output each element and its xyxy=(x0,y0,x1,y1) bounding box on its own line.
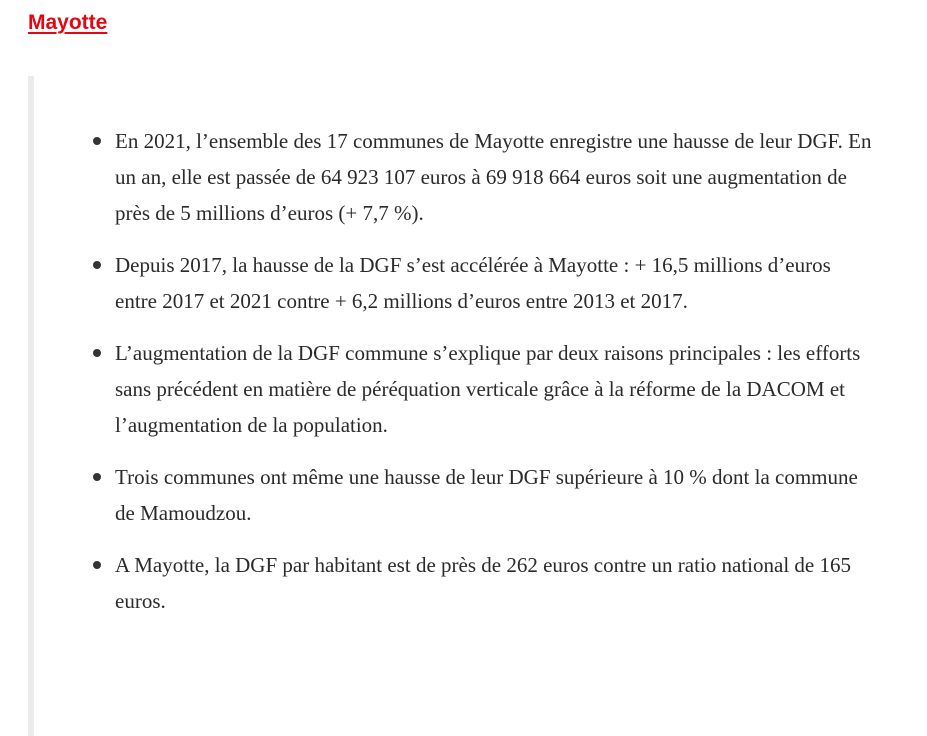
list-item xyxy=(115,547,875,619)
list-item-text: L’augmentation de la DGF commune s’explique par deux raisons principales : les efforts sans précédent en matière de péréquation verticale grâce à la réforme de la DACOM et l’augmentation de la population. xyxy=(115,341,861,437)
bullet-icon xyxy=(93,561,101,569)
blockquote xyxy=(28,76,908,736)
bullet-list xyxy=(115,123,875,635)
bullet-icon xyxy=(93,473,101,481)
list-item xyxy=(115,247,875,319)
list-item-text: A Mayotte, la DGF par habitant est de près de 262 euros contre un ratio national de 165 euros. xyxy=(115,553,851,613)
list-item xyxy=(115,123,875,231)
bullet-icon xyxy=(93,261,101,269)
bullet-icon xyxy=(93,349,101,357)
list-item-text: En 2021, l’ensemble des 17 communes de Mayotte enregistre une hausse de leur DGF. En un an, elle est passée de 64 923 107 euros à 69 918 664 euros soit une augmentation de près de 5 millions d’euros (+ 7,7 %). xyxy=(115,129,872,225)
list-item-text: Trois communes ont même une hausse de leur DGF supérieure à 10 % dont la commune de Mamoudzou. xyxy=(115,465,858,525)
mayotte-heading-link[interactable]: Mayotte xyxy=(28,11,108,34)
list-item xyxy=(115,459,875,531)
bullet-icon xyxy=(93,137,101,145)
list-item-text: Depuis 2017, la hausse de la DGF s’est accélérée à Mayotte : + 16,5 millions d’euros entre 2017 et 2021 contre + 6,2 millions d’euros entre 2013 et 2017. xyxy=(115,253,831,313)
list-item xyxy=(115,335,875,443)
quote-bar xyxy=(28,76,34,736)
